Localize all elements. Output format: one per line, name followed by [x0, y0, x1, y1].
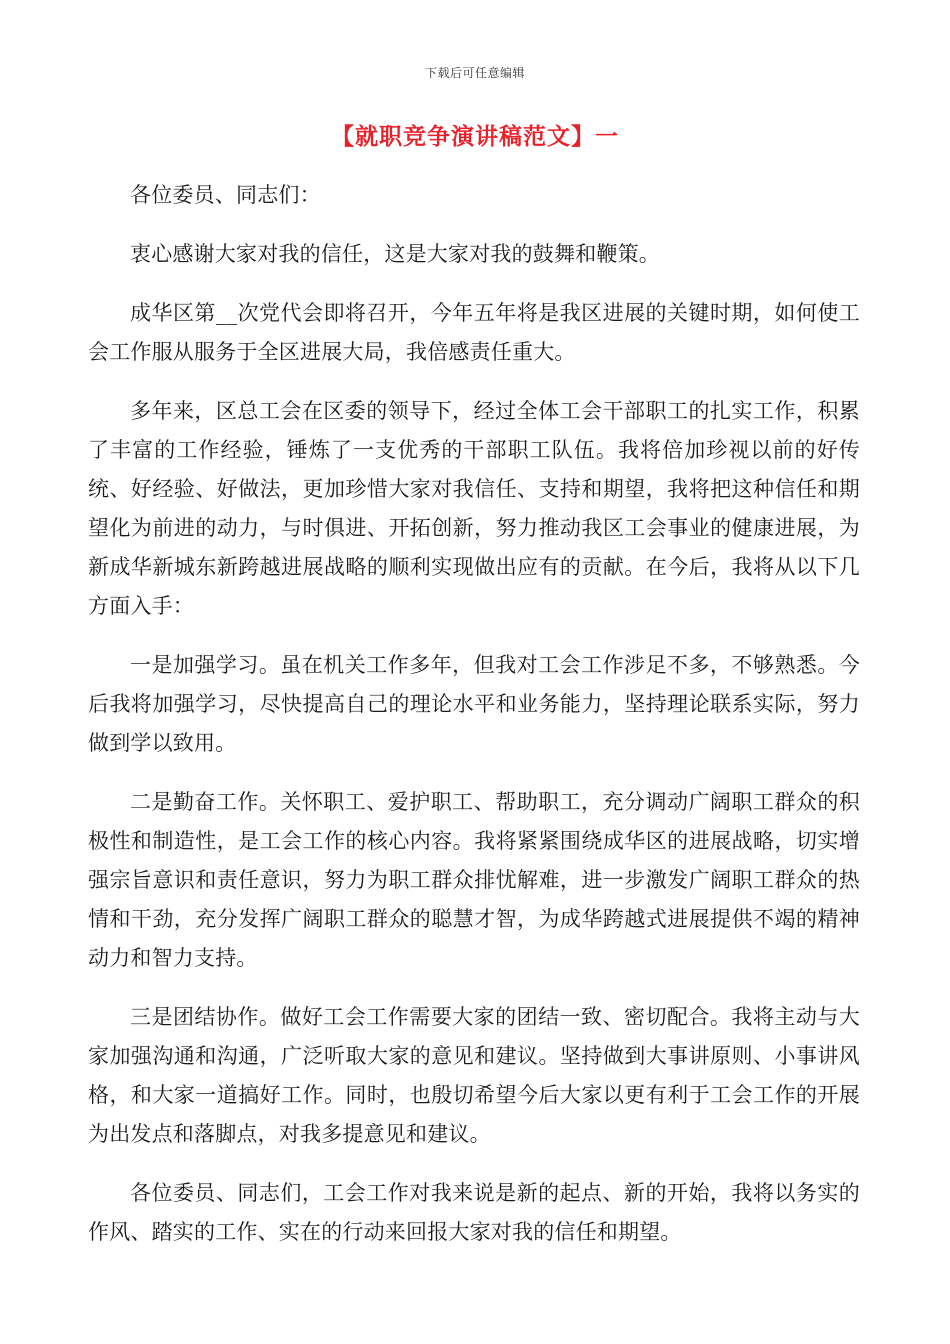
paragraph-context: 成华区第__次党代会即将召开，今年五年将是我区进展的关键时期，如何使工会工作服从服务于全区进展大局，我倍感责任重大。 [88, 301, 860, 364]
paragraph-thanks: 衷心感谢大家对我的信任，这是大家对我的鼓舞和鞭策。 [130, 242, 660, 266]
paragraph-closing: 各位委员、同志们，工会工作对我来说是新的起点、新的开始，我将以务实的作风、踏实的工作、实在的行动来回报大家对我的信任和期望。 [88, 1181, 860, 1244]
document-body [88, 176, 860, 1272]
paragraph-salutation: 各位委员、同志们： [130, 183, 321, 207]
paragraph-point-study: 一是加强学习。虽在机关工作多年，但我对工会工作涉足不多，不够熟悉。今后我将加强学习，尽快提高自己的理论水平和业务能力，坚持理论联系实际，努力做到学以致用。 [88, 653, 860, 755]
paragraph-background: 多年来，区总工会在区委的领导下，经过全体工会干部职工的扎实工作，积累了丰富的工作经验，锤炼了一支优秀的干部职工队伍。我将倍加珍视以前的好传统、好经验、好做法，更加珍惜大家对我信任、支持和期望，我将把这种信任和期望化为前进的动力，与时俱进、开拓创新，努力推动我区工会事业的健康进展，为新成华新城东新跨越进展战略的顺利实现做出应有的贡献。在今后，我将从以下几方面入手： [88, 399, 860, 618]
paragraph-point-work: 二是勤奋工作。关怀职工、爱护职工、帮助职工，充分调动广阔职工群众的积极性和制造性，是工会工作的核心内容。我将紧紧围绕成华区的进展战略，切实增强宗旨意识和责任意识，努力为职工群众排忧解难，进一步激发广阔职工群众的热情和干劲，充分发挥广阔职工群众的聪慧才智，为成华跨越式进展提供不竭的精神动力和智力支持。 [88, 790, 860, 970]
paragraph-point-cooperation: 三是团结协作。做好工会工作需要大家的团结一致、密切配合。我将主动与大家加强沟通和沟通，广泛听取大家的意见和建议。坚持做到大事讲原则、小事讲风格，和大家一道搞好工作。同时，也殷切希望今后大家以更有利于工会工作的开展为出发点和落脚点，对我多提意见和建议。 [88, 1005, 860, 1146]
header-note: 下载后可任意编辑 [424, 66, 525, 80]
document-title: 【就职竞争演讲稿范文】一 [331, 123, 619, 150]
